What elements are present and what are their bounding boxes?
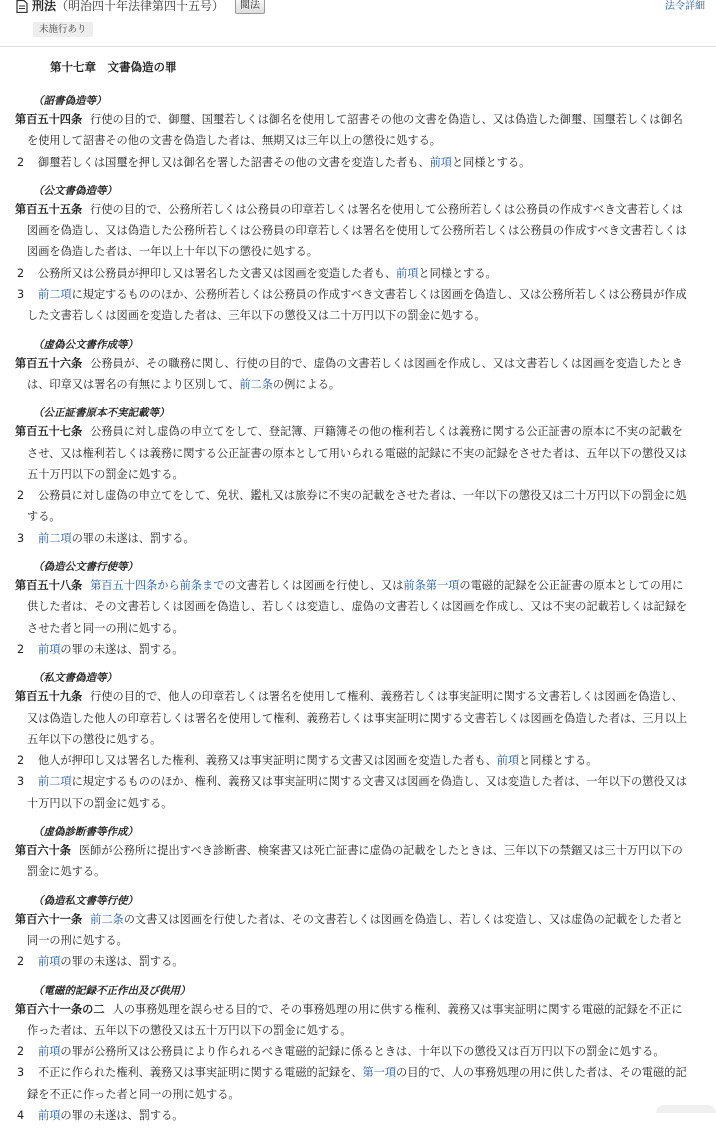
- article-caption: （偽造私文書等行使）: [33, 894, 138, 907]
- cross-reference-link[interactable]: 前二項: [38, 531, 72, 545]
- provision-text: 公務所又は公務員が押印し又は署名した文書又は図画を変造した者も、: [38, 266, 397, 280]
- article-main-paragraph: [15, 421, 690, 485]
- article-main-paragraph: [15, 353, 690, 396]
- scroll-indicator: [656, 1105, 716, 1113]
- cross-reference-link[interactable]: 前二項: [38, 288, 72, 302]
- article-main-paragraph: [15, 686, 690, 750]
- cross-reference-link[interactable]: 前項: [429, 155, 452, 169]
- paragraph-text: [38, 532, 195, 545]
- provision-text: の文書若しくは図画を行使し、又は: [224, 579, 404, 593]
- article-number: 第百六十一条: [15, 912, 83, 926]
- article-paragraph: [15, 528, 690, 549]
- article: [15, 983, 690, 1127]
- paragraph-number: 3: [17, 775, 25, 789]
- article-paragraph: [15, 152, 690, 173]
- provision-text: 人の事務処理を誤らせる目的で、その事務処理の用に供する権利、義務又は事実証明に関する電磁的記録を不正に作った者は、五年以下の懲役又は五十万円以下の罰金に処する。: [27, 1002, 683, 1037]
- article-paragraph: [15, 1041, 690, 1062]
- paragraph-number: 4: [17, 1108, 25, 1122]
- article-caption: （私文書偽造等）: [33, 672, 117, 685]
- article-caption: （偽造公文書行使等）: [33, 561, 138, 574]
- status-badge: 未施行あり: [33, 22, 93, 37]
- law-name: 刑法: [32, 0, 57, 13]
- paragraph-text: [38, 1109, 183, 1122]
- provision-text: 行使の目的で、他人の印章若しくは署名を使用して権利、義務若しくは事実証明に関する文書若しくは図画を偽造し、又は偽造した他人の印章若しくは署名を使用して権利、義務若しくは事実証明に関する文書若しくは図画を偽造した者は、三月以上五年以下の懲役に処する。: [27, 690, 688, 746]
- paragraph-text: [27, 489, 687, 523]
- article-number: 第百五十七条: [15, 425, 83, 439]
- law-header: [0, 0, 716, 47]
- paragraph-text: [38, 643, 183, 656]
- article-main-paragraph: [15, 575, 690, 639]
- provision-text: 公務員に対し虚偽の申立てをして、登記簿、戸籍簿その他の権利若しくは義務に関する公正証書の原本に不実の記載をさせ、又は権利若しくは義務に関する公正証書の原本として用いられる電磁的記録に不実の記録をさせた者は、五年以下の懲役又は五十万円以下の罰金に処する。: [27, 425, 687, 481]
- provision-text: の電磁的記録を公正証書の原本としての用に供した者は、その文書若しくは図画を偽造し、若しくは変造し、虚偽の文書若しくは図画を作成し、又は不実の記載若しくは記録をさせた者と同一の刑に処する。: [27, 579, 688, 635]
- article: [15, 824, 690, 883]
- provision-text: の罪が公務所又は公務員により作られるべき電磁的記録に係るときは、十年以下の懲役又は百万円以下の罰金に処する。: [60, 1045, 665, 1059]
- article-paragraph: [15, 263, 690, 284]
- article-main-paragraph: [15, 199, 690, 263]
- article-caption: （電磁的記録不正作出及び供用）: [33, 984, 191, 997]
- cross-reference-link[interactable]: 前二条: [90, 912, 124, 926]
- paragraph-number: 3: [17, 288, 25, 302]
- paragraph-number: 2: [17, 955, 25, 969]
- article-paragraph: [15, 951, 690, 972]
- provision-text: 医師が公務所に提出すべき診断書、検案書又は死亡証書に虚偽の記載をしたときは、三年以下の禁錮又は三十万円以下の罰金に処する。: [27, 844, 683, 879]
- paragraph-number: 2: [17, 155, 25, 169]
- article-caption: （公文書偽造等）: [33, 184, 117, 197]
- provision-text: の文書又は図画を行使した者は、その文書若しくは図画を偽造し、若しくは変造し、又は虚偽の記載をした者と同一の刑に処する。: [27, 912, 684, 947]
- paragraph-number: 3: [17, 1066, 25, 1080]
- article-number: 第百五十八条: [15, 579, 83, 593]
- paragraph-text: [38, 955, 183, 968]
- article-number: 第百五十四条: [15, 113, 83, 126]
- law-title: [32, 0, 224, 13]
- provision-text: 行使の目的で、御璽、国璽若しくは御名を使用して詔書その他の文書を偽造し、又は偽造した御璽、国璽若しくは御名を使用して詔書その他の文書を偽造した者は、無期又は三年以上の懲役に処する。: [27, 113, 683, 148]
- article: [15, 559, 690, 660]
- provision-text: の罪の未遂は、罰する。: [60, 1108, 184, 1122]
- paragraph-number: 2: [17, 489, 25, 503]
- article: [15, 93, 690, 173]
- paragraph-text: [38, 1045, 665, 1058]
- chapter-title: 第十七章 文書偽造の罪: [50, 60, 177, 74]
- paragraph-number: 3: [17, 531, 25, 545]
- view-button[interactable]: 閲法: [235, 0, 265, 14]
- article-paragraph: [15, 1105, 690, 1126]
- paragraph-number: 2: [17, 266, 25, 280]
- cross-reference-link[interactable]: 前項: [38, 1045, 61, 1059]
- provision-text: 公務員が、その職務に関し、行使の目的で、虚偽の文書若しくは図画を作成し、又は文書若しくは図画を変造したときは、印章又は署名の有無により区別して、: [27, 356, 683, 391]
- cross-reference-link[interactable]: 前二項: [38, 775, 72, 789]
- cross-reference-link[interactable]: 前二条: [239, 377, 273, 391]
- article-caption: （詔書偽造等）: [33, 95, 107, 107]
- cross-reference-link[interactable]: 前条第一項: [403, 579, 460, 593]
- provision-text: 他人が押印し又は署名した権利、義務又は事実証明に関する文書又は図画を変造した者も、: [38, 754, 497, 768]
- provision-text: と同様とする。: [519, 754, 598, 768]
- article-list: [15, 93, 690, 1136]
- cross-reference-link[interactable]: 前項: [396, 266, 419, 280]
- article: [15, 183, 690, 327]
- cross-reference-link[interactable]: 第百五十四条から前条まで: [90, 579, 225, 593]
- provision-text: と同様とする。: [451, 155, 531, 169]
- provision-text: 不正に作られた権利、義務又は事実証明に関する電磁的記録を、: [38, 1066, 363, 1080]
- article-main-paragraph: [15, 909, 690, 952]
- article-number: 第百五十九条: [15, 690, 83, 704]
- article: [15, 337, 690, 396]
- cross-reference-link[interactable]: 第一項: [362, 1066, 397, 1080]
- paragraph-text: [27, 1066, 687, 1100]
- paragraph-text: [38, 156, 530, 169]
- article-paragraph: [15, 771, 690, 814]
- article: [15, 405, 690, 549]
- article: [15, 670, 690, 814]
- paragraph-number: 2: [17, 754, 25, 768]
- article-main-paragraph: [15, 109, 690, 152]
- paragraph-text: [27, 775, 687, 809]
- article-paragraph: [15, 639, 690, 660]
- article-number: 第百六十一条の二: [15, 1002, 105, 1016]
- provision-text: と同様とする。: [418, 266, 497, 280]
- paragraph-text: [38, 754, 597, 767]
- article-caption: （虚偽公文書作成等）: [33, 338, 138, 351]
- paragraph-text: [38, 267, 497, 280]
- article-number: 第百五十五条: [15, 202, 83, 216]
- provision-text: 御璽若しくは国璽を押し又は御名を署した詔書その他の文書を変造した者も、: [38, 155, 430, 169]
- paragraph-number: 2: [17, 642, 25, 656]
- provision-text: の罪の未遂は、罰する。: [60, 642, 184, 656]
- article: [15, 893, 690, 973]
- cross-reference-link[interactable]: 前項: [38, 1108, 61, 1122]
- provision-text: の目的で、人の事務処理の用に供した者は、その電磁的記録を不正に作った者と同一の刑に処する。: [27, 1066, 687, 1101]
- cross-reference-link[interactable]: 前項: [38, 642, 61, 656]
- paragraph-number: 2: [17, 1045, 25, 1059]
- law-detail-link[interactable]: 法令詳細: [665, 1, 705, 12]
- article-main-paragraph: [15, 840, 690, 883]
- article-number: 第百六十条: [15, 844, 71, 858]
- provision-text: の例による。: [272, 377, 341, 391]
- cross-reference-link[interactable]: 前項: [496, 754, 520, 768]
- article-paragraph: [15, 750, 690, 771]
- provision-text: に規定するもののほか、権利、義務又は事実証明に関する文書又は図画を偽造し、又は変造した者は、一年以下の懲役又は十万円以下の罰金に処する。: [27, 775, 687, 810]
- article-paragraph: [15, 284, 690, 327]
- paragraph-text: [27, 288, 687, 322]
- article-number: 第百五十六条: [15, 356, 83, 370]
- provision-text: に規定するもののほか、公務所若しくは公務員の作成すべき文書若しくは図画を偽造し、又は公務所若しくは公務員が作成した文書若しくは図画を変造した者は、三年以下の懲役又は二十万円以下の罰金に処する。: [27, 288, 687, 323]
- article-main-paragraph: [15, 999, 690, 1042]
- provision-text: 行使の目的で、公務所若しくは公務員の印章若しくは署名を使用して公務所若しくは公務員の作成すべき文書若しくは図画を偽造し、又は偽造した公務所若しくは公務員の印章若しくは署名を使用して公務所若しくは公務員の作成すべき文書若しくは図画を偽造した者は、一年以上十年以下の懲役に処する。: [27, 202, 687, 259]
- provision-text: の罪の未遂は、罰する。: [60, 955, 184, 969]
- article-caption: （公正証書原本不実記載等）: [33, 407, 170, 420]
- cross-reference-link[interactable]: 前項: [38, 955, 61, 969]
- document-icon: [16, 0, 28, 13]
- article-paragraph: [15, 1062, 690, 1105]
- provision-text: の罪の未遂は、罰する。: [71, 531, 195, 545]
- provision-text: 公務員に対し虚偽の申立てをして、免状、鑑札又は旅券に不実の記載をさせた者は、一年以下の懲役又は二十万円以下の罰金に処する。: [27, 489, 687, 524]
- law-number: （明治四十年法律第四十五号）: [56, 0, 225, 13]
- article-paragraph: [15, 485, 690, 528]
- article-caption: （虚偽診断書等作成）: [33, 826, 138, 839]
